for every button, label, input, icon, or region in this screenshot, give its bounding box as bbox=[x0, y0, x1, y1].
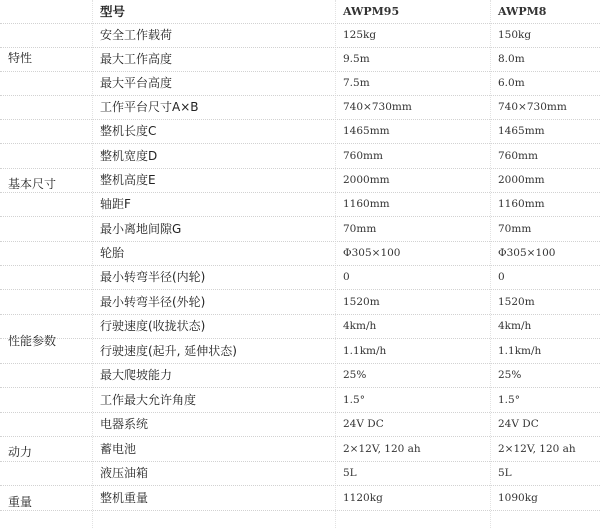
spec-name: 最小转弯半径(内轮) bbox=[100, 270, 206, 284]
spec-value-b: 1520m bbox=[498, 296, 535, 308]
table-row bbox=[0, 24, 600, 48]
spec-name: 轴距F bbox=[100, 197, 131, 211]
header-row bbox=[0, 0, 600, 24]
spec-value-a: 1520m bbox=[343, 296, 380, 308]
spec-value-b: 8.0m bbox=[498, 53, 525, 65]
table-row bbox=[0, 96, 600, 120]
spec-value-b: 1090kg bbox=[498, 492, 538, 504]
spec-value-b: 2000mm bbox=[498, 174, 545, 186]
spec-name: 整机重量 bbox=[100, 491, 149, 505]
spec-value-a: 1.1km/h bbox=[343, 345, 387, 357]
spec-name: 工作平台尺寸A×B bbox=[100, 100, 199, 114]
table-row bbox=[0, 120, 600, 144]
model-b-name: AWPM8 bbox=[498, 5, 547, 18]
table-row bbox=[0, 193, 600, 217]
spec-name: 最大爬坡能力 bbox=[100, 368, 173, 382]
spec-value-b: 740×730mm bbox=[498, 101, 567, 113]
table-row bbox=[0, 315, 600, 339]
spec-value-a: 1465mm bbox=[343, 125, 390, 137]
table-row bbox=[0, 389, 600, 413]
spec-value-b: 150kg bbox=[498, 29, 532, 41]
spec-value-a: 25% bbox=[343, 369, 367, 381]
model-label: 型号 bbox=[100, 4, 126, 19]
table-row bbox=[0, 438, 600, 462]
spec-value-a: 760mm bbox=[343, 150, 383, 162]
table-row bbox=[0, 242, 600, 266]
spec-name: 最大平台高度 bbox=[100, 76, 173, 90]
spec-name: 轮胎 bbox=[100, 246, 125, 260]
model-a-name: AWPM95 bbox=[343, 5, 400, 18]
spec-value-a: 125kg bbox=[343, 29, 377, 41]
spec-value-b: 6.0m bbox=[498, 77, 525, 89]
category-weight: 重量 bbox=[8, 495, 33, 509]
spec-value-b: 1.1km/h bbox=[498, 345, 542, 357]
table-row bbox=[0, 145, 600, 169]
table-row bbox=[0, 218, 600, 242]
spec-value-b: 1160mm bbox=[498, 198, 545, 210]
spec-value-b: 4km/h bbox=[498, 320, 532, 332]
table-row bbox=[0, 413, 600, 437]
spec-value-b: 24V DC bbox=[498, 418, 539, 430]
category-features: 特性 bbox=[8, 51, 33, 65]
spec-value-b: 0 bbox=[498, 271, 505, 283]
spec-value-b: 2×12V, 120 ah bbox=[498, 443, 576, 455]
spec-name: 安全工作载荷 bbox=[100, 28, 173, 42]
spec-value-a: 0 bbox=[343, 271, 350, 283]
spec-value-b: 5L bbox=[498, 467, 512, 479]
table-row bbox=[0, 169, 600, 193]
spec-value-b: 70mm bbox=[498, 223, 532, 235]
spec-value-b: 25% bbox=[498, 369, 522, 381]
spec-name: 整机长度C bbox=[100, 124, 157, 138]
spec-value-a: 5L bbox=[343, 467, 357, 479]
table-row bbox=[0, 266, 600, 290]
spec-value-b: 1.5° bbox=[498, 394, 520, 406]
table-row bbox=[0, 364, 600, 388]
spec-value-b: 760mm bbox=[498, 150, 538, 162]
spec-value-a: 1160mm bbox=[343, 198, 390, 210]
spec-value-a: 1.5° bbox=[343, 394, 365, 406]
spec-name: 蓄电池 bbox=[100, 442, 137, 456]
spec-value-a: 2000mm bbox=[343, 174, 390, 186]
spec-value-b: Φ305×100 bbox=[498, 247, 556, 259]
spec-value-a: 7.5m bbox=[343, 77, 370, 89]
spec-value-b: 1465mm bbox=[498, 125, 545, 137]
table-row bbox=[0, 340, 600, 364]
spec-value-a: 70mm bbox=[343, 223, 377, 235]
spec-name: 液压油箱 bbox=[100, 466, 149, 480]
spec-name: 行驶速度(收拢状态) bbox=[100, 319, 206, 333]
spec-value-a: 2×12V, 120 ah bbox=[343, 443, 421, 455]
category-power: 动力 bbox=[8, 445, 33, 459]
table-row bbox=[0, 72, 600, 96]
spec-name: 最小离地间隙G bbox=[100, 222, 182, 236]
spec-value-a: 740×730mm bbox=[343, 101, 412, 113]
table-row bbox=[0, 487, 600, 511]
spec-name: 最大工作高度 bbox=[100, 52, 173, 66]
category-performance: 性能参数 bbox=[8, 334, 57, 348]
spec-name: 行驶速度(起升, 延伸状态) bbox=[100, 344, 237, 358]
spec-name: 工作最大允许角度 bbox=[100, 393, 197, 407]
table-row bbox=[0, 462, 600, 486]
spec-name: 电器系统 bbox=[100, 417, 149, 431]
spec-value-a: Φ305×100 bbox=[343, 247, 401, 259]
category-dimensions: 基本尺寸 bbox=[8, 177, 57, 191]
table-row bbox=[0, 291, 600, 315]
spec-value-a: 1120kg bbox=[343, 492, 383, 504]
spec-name: 整机高度E bbox=[100, 173, 156, 187]
spec-value-a: 24V DC bbox=[343, 418, 384, 430]
spec-value-a: 9.5m bbox=[343, 53, 370, 65]
spec-value-a: 4km/h bbox=[343, 320, 377, 332]
spec-name: 最小转弯半径(外轮) bbox=[100, 295, 206, 309]
spec-name: 整机宽度D bbox=[100, 149, 158, 163]
table-row bbox=[0, 48, 600, 72]
